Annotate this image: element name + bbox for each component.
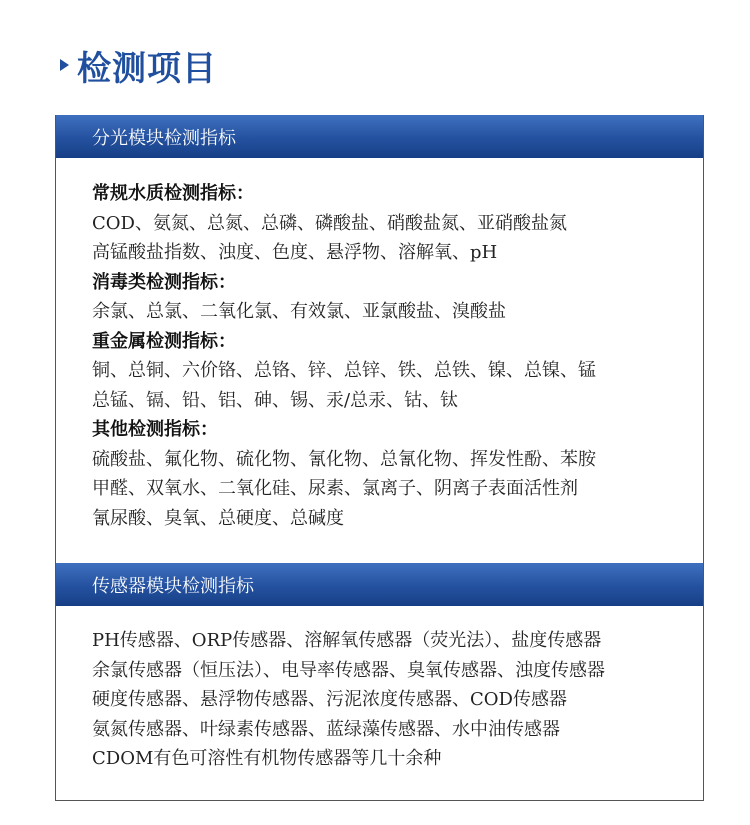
- indicator-line: 余氯、总氯、二氧化氯、有效氯、亚氯酸盐、溴酸盐: [92, 301, 506, 322]
- indicator-line: 硫酸盐、氟化物、硫化物、氰化物、总氰化物、挥发性酚、苯胺: [92, 448, 596, 470]
- spectro-module-panel: [55, 115, 704, 564]
- indicator-line: 总锰、镉、铅、铝、砷、锡、汞/总汞、钴、钛: [92, 389, 459, 411]
- sensor-line: PH传感器、ORP传感器、溶解氧传感器（荧光法）、盐度传感器: [92, 630, 602, 651]
- spectro-module-header: 分光模块检测指标: [56, 115, 703, 158]
- page-title: 检测项目: [77, 48, 217, 89]
- sensor-line: 氨氮传感器、叶绿素传感器、蓝绿藻传感器、水中油传感器: [92, 718, 560, 740]
- indicator-line: 铜、总铜、六价铬、总铬、锌、总锌、铁、总铁、镍、总镍、锰: [92, 360, 596, 381]
- sensor-module-panel: [55, 563, 704, 801]
- indicator-line: 高锰酸盐指数、浊度、色度、悬浮物、溶解氧、pH: [92, 242, 498, 263]
- indicator-line: 甲醛、双氧水、二氧化硅、尿素、氯离子、阴离子表面活性剂: [92, 478, 578, 499]
- sensor-module-body: [56, 606, 703, 774]
- sensor-line: CDOM有色可溶性有机物传感器等几十余种: [92, 748, 442, 769]
- triangle-bullet-icon: [60, 59, 69, 71]
- spectro-module-body: [56, 158, 703, 533]
- group-heading-heavy-metals: 重金属检测指标：: [92, 330, 236, 352]
- indicator-line: 氰尿酸、臭氧、总硬度、总碱度: [92, 507, 344, 529]
- sensor-line: 硬度传感器、悬浮物传感器、污泥浓度传感器、COD传感器: [92, 689, 567, 710]
- sensor-line: 余氯传感器（恒压法）、电导率传感器、臭氧传感器、浊度传感器: [92, 659, 605, 681]
- group-heading-disinfection: 消毒类检测指标：: [92, 271, 236, 293]
- page-title-row: [60, 40, 217, 90]
- group-heading-conventional: 常规水质检测指标：: [92, 183, 254, 204]
- indicator-line: COD、氨氮、总氮、总磷、磷酸盐、硝酸盐氮、亚硝酸盐氮: [92, 212, 567, 234]
- group-heading-other: 其他检测指标：: [92, 419, 218, 440]
- sensor-module-header: 传感器模块检测指标: [56, 563, 703, 606]
